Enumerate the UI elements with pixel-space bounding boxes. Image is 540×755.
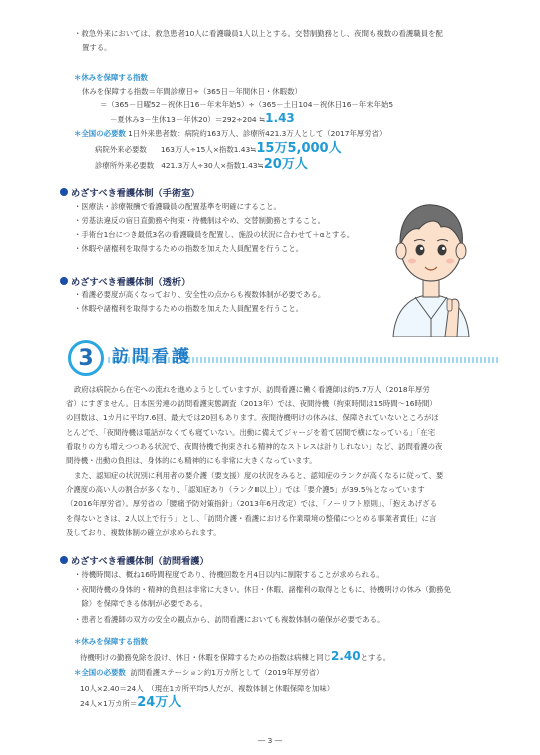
visit-item-1: ・待機時間は、概ね16時間程度であり、待機回数を月4日以内に制限することが求められる。 [74,570,384,579]
visit-heading: めざすべき看護体制（訪問看護） [60,553,209,567]
national-label: ＊全国の必要数 [74,129,126,138]
visit-rest-result: 2.40 [331,649,361,663]
intro-line-1: ・救急外来においては、救急患者10人に看護職員1人以上とする。交替制勤務とし、夜間も複数の看護職員を配 [74,29,443,38]
rest-index-result: 1.43 [265,111,295,125]
visit-national-calc-1: 10人×2.40＝24人 （現在1カ所平均5人だが、複数体制と休暇保障を加味） [80,684,335,693]
rest-index-formula-3-row [110,112,295,126]
body-line: （2016年厚労省）。厚労省の「腰痛予防対策指針」（2013年6月改定）では、「ノーリフト原則」、「抱えあげざる [66,499,437,509]
visit-national-calc-row [80,697,181,710]
visit-national-row [74,667,324,679]
visit-rest-suffix: とする。 [360,653,391,662]
body-line: 介護度の高い人の割合が多くなり、「認知症あり（ランクⅢ以上）」では「要介護5」が39.5％となっています [66,485,425,495]
visit-rest-label: ＊休みを保障する指数 [74,637,148,646]
national-text: 1日外来患者数：病院約163万人、診療所421.3万人として（2017年厚労省） [128,129,387,138]
clinic-label: 診療所外来必要数 [95,161,155,170]
page-number: ― 3 ― [257,736,283,745]
hospital-calc: 163万人÷15人×指数1.43≒ [160,145,257,154]
intro-line-2: 置する。 [82,43,112,52]
section-title: 訪問看護 [112,347,192,367]
rest-index-label: ＊休みを保障する指数 [74,73,148,82]
clinic-result: 20万人 [263,157,308,172]
visit-national-calc-2: 24人×1万カ所＝ [80,699,138,708]
dialysis-item-2: ・休暇や諸権利を取得するための指数を加えた人員配置を行うこと。 [74,304,304,313]
visit-item-2: ・夜間待機の身体的・精神的負担は非常に大きい。休日・休暇、諸権利の取得とともに、待機明けの休み（勤務免 [74,585,451,594]
body-line: 及しており、複数体制の確立が求められます。 [66,527,221,537]
body-paragraph-1 [66,383,510,468]
visit-item-3: ・患者と看護師の双方の安全の観点から、訪問看護においても複数体制の確保が必要である。 [74,615,385,624]
body-line: 省）にすぎません。日本医労連の訪問看護実態調査（2013年）では、夜間待機（拘束時間は15時間～16時間） [66,399,437,409]
surgery-item-2: ・労基法違反の宿日直勤務や拘束・待機制はやめ、交替制勤務とすること。 [74,216,325,225]
visit-item-2-cont: 除）を保障できる体制が必要である。 [74,599,208,608]
clinic-row [95,159,308,172]
bullet-icon [60,188,68,196]
rest-index-formula-3: －夏休み3－生休13－年休20）＝292÷204 ≒ [110,115,266,124]
body-line: また、認知症の状況別に利用者の要介護（要支援）度の状況をみると、認知症のランクが高くなるに従って、要 [74,471,444,480]
visit-national-result: 24万人 [137,695,182,710]
body-line: を得ないときは、2人以上で行う」とし、「訪問介護・看護における作業環境の整備につとめる事業者責任」に言 [66,513,437,523]
surgery-heading: めざすべき看護体制（手術室） [60,185,199,199]
national-row [74,128,386,140]
surgery-item-3: ・手術台1台につき最低3名の看護職員を配置し、施設の状況に合わせて＋αとする。 [74,230,355,239]
visit-national-text: 訪問看護ステーション約1万カ所として（2019年厚労省） [130,668,324,677]
rest-index-formula-1: 休みを保障する指数＝年間診療日÷（365日－年間休日・休暇数） [82,87,302,96]
body-line: の回数は、1カ月に平均7.6回、最大では20回もあります。夜間待機明けの休みは、保障されていないところがほ [66,413,439,423]
surgery-item-1: ・医療法・診療報酬で看護職員の配置基準を明確にすること。 [74,202,281,211]
visit-rest-row [80,650,390,664]
body-line: とんどで、「夜間待機は電話がなくても寝ていない。出動に備えてジャージを着て居間で横になっている」「在宅 [66,427,436,437]
dialysis-heading: めざすべき看護体制（透析） [60,274,190,288]
section-number-badge: 3 [68,340,104,376]
rest-index-formula-2: ＝（365－日曜52－祝休日16－年末年始5）÷（365－土日104－祝休日16－年末年始5 [100,100,394,109]
body-line: 政府は病院から在宅への流れを進めようとしていますが、訪問看護に働く看護師は約5.7万人（2018年厚労 [74,385,430,394]
body-paragraph-2 [66,469,510,540]
hospital-label: 病院外来必要数 [95,145,147,154]
clinic-calc: 421.3万人÷30人×指数1.43≒ [161,161,264,170]
hospital-result: 15万5,000人 [256,141,342,156]
visit-national-label: ＊全国の必要数 [74,668,126,677]
surgery-item-4: ・休暇や諸権利を取得するための指数を加えた人員配置を行うこと。 [74,244,304,253]
bullet-icon [60,277,68,285]
dialysis-item-1: ・看護必要度が高くなっており、安全性の点からも複数体制が必要である。 [74,290,326,299]
body-line: 看取りの方も増えつつある状況で、夜間待機で拘束される精神的なストレスは計りしれない」など、訪問看護の夜 [66,441,443,451]
bullet-icon [60,556,68,564]
hospital-row [95,143,342,156]
body-line: 間待機・出動の負担は、身体的にも精神的にも非常に大きくなっています。 [66,456,317,466]
visit-rest-text: 待機明けの勤務免除を設け、休日・休暇を保障するための指数は病棟と同じ [80,653,331,662]
nurse-illustration [385,187,477,337]
